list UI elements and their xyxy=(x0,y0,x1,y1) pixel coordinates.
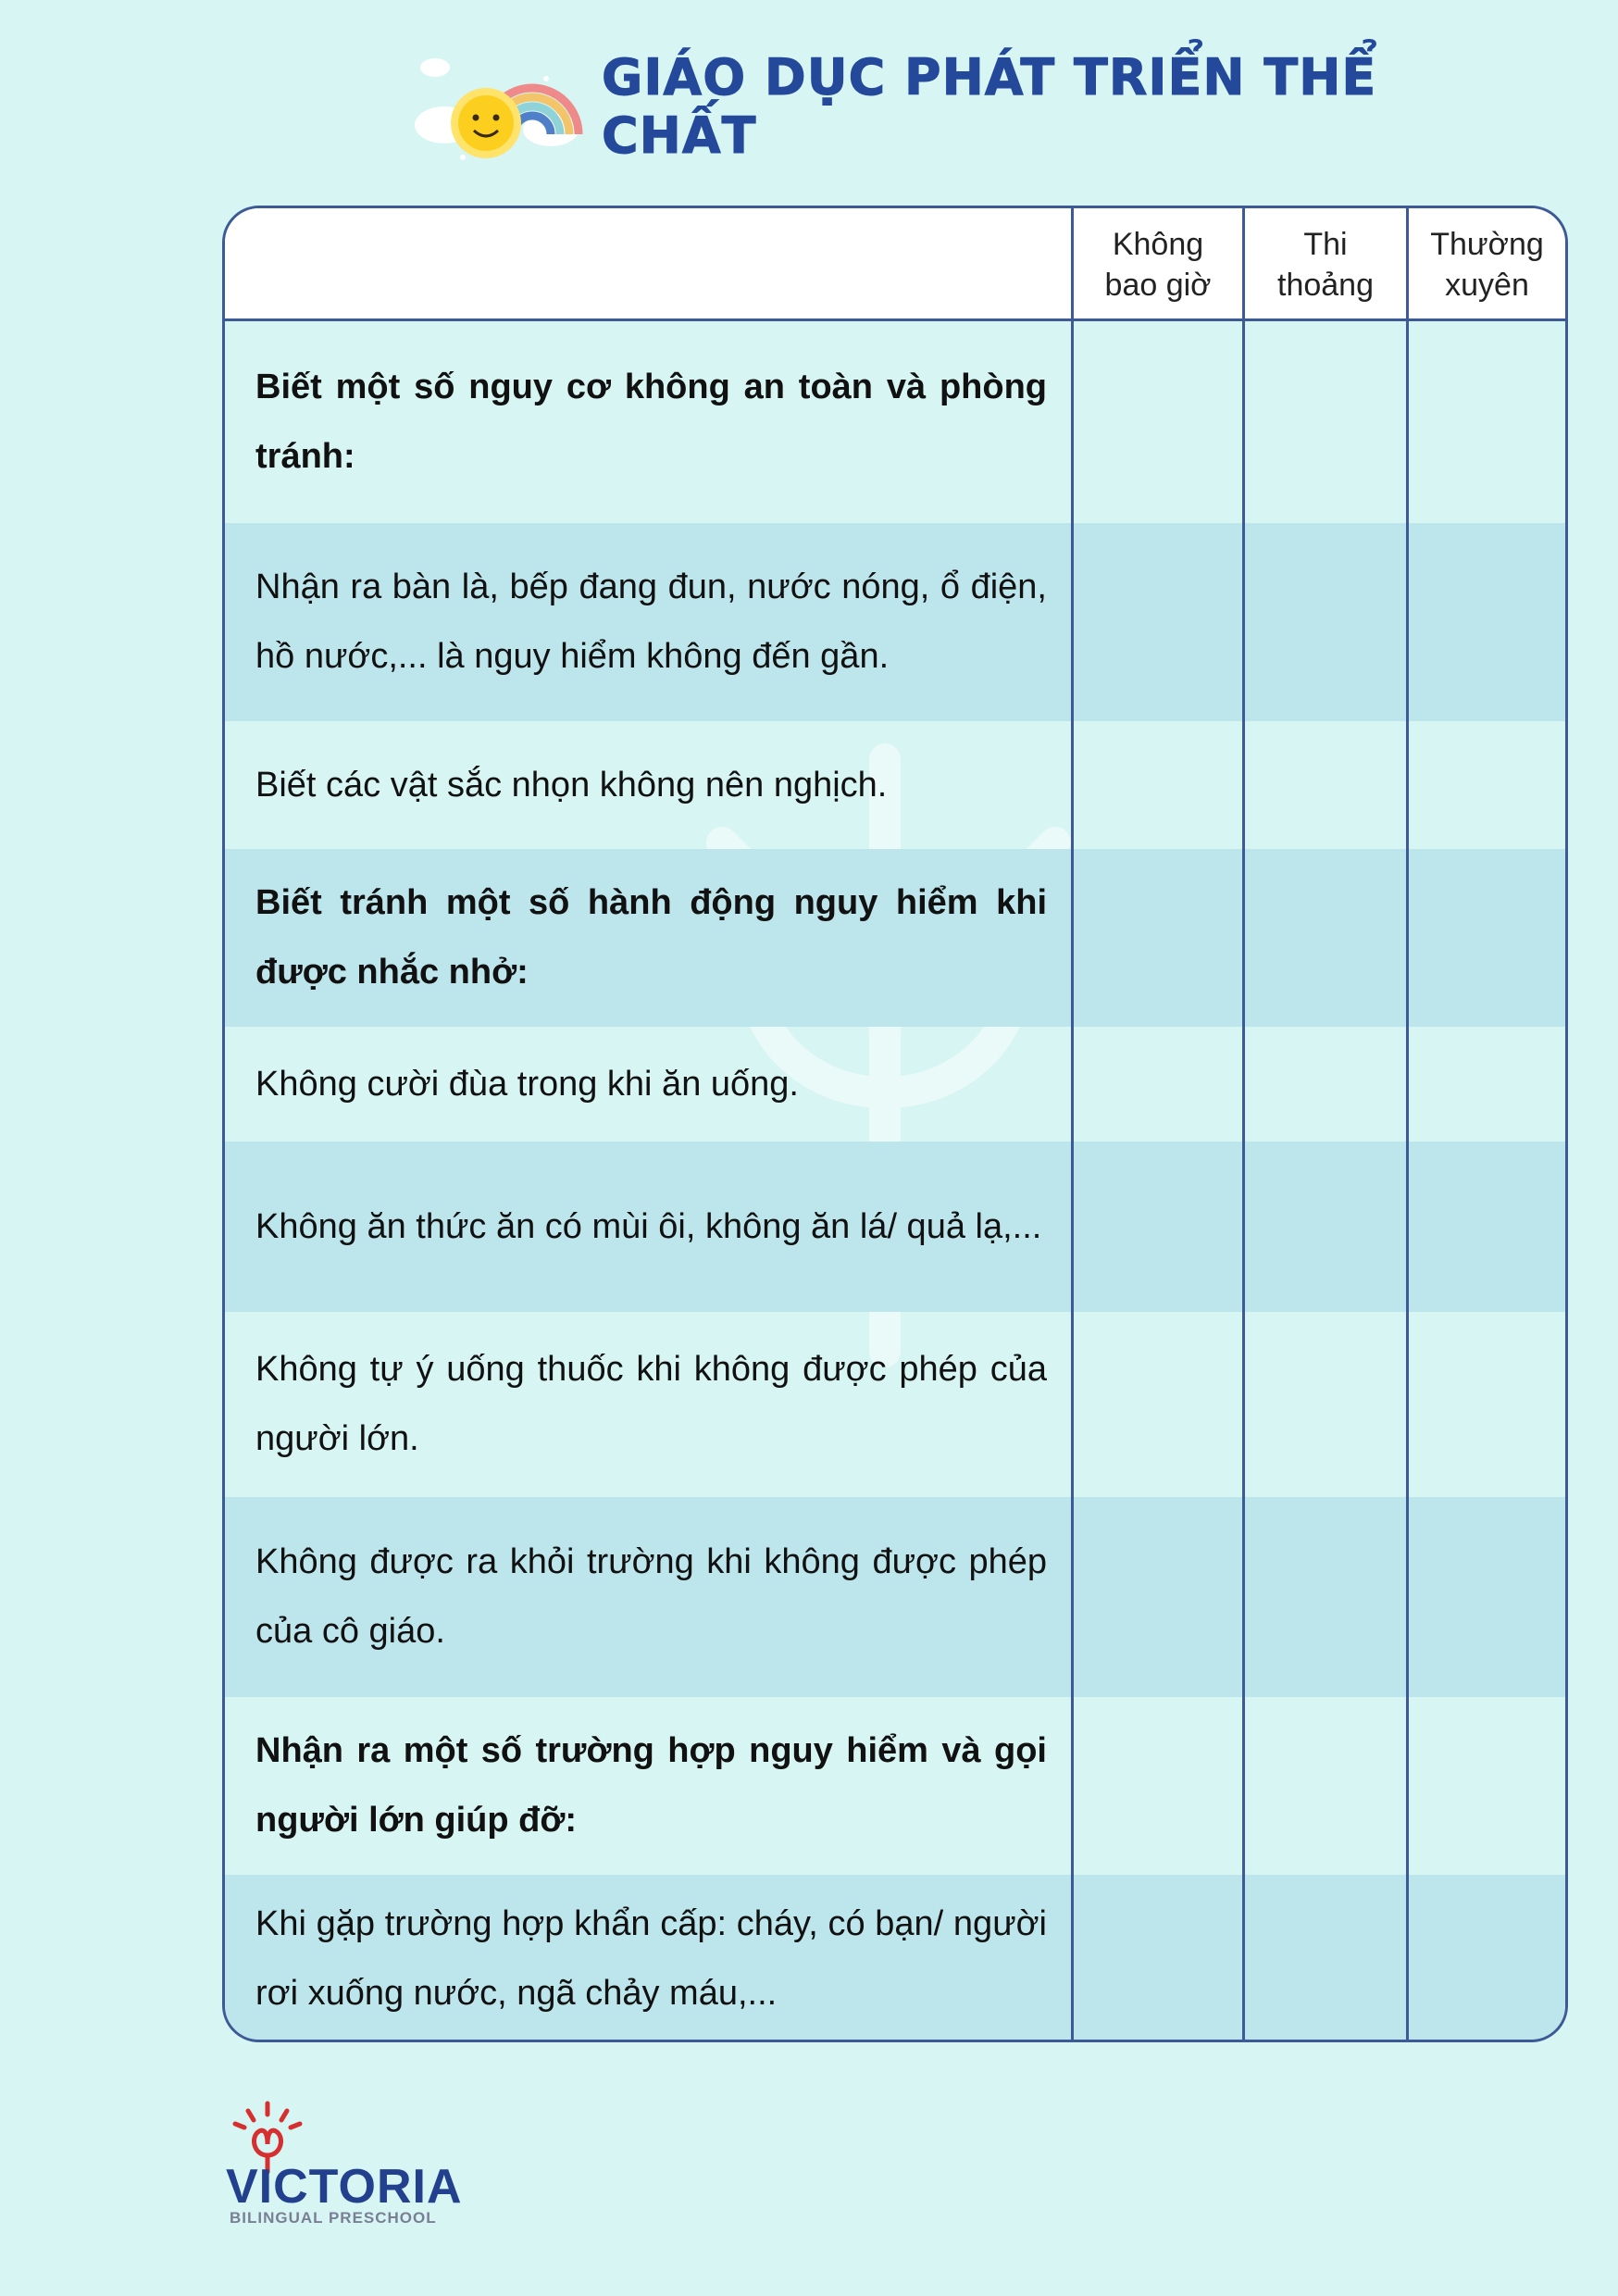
often-checkbox-cell[interactable] xyxy=(1409,849,1565,1027)
table-body xyxy=(225,321,1565,2042)
sometimes-checkbox-cell[interactable] xyxy=(1245,1312,1409,1497)
never-checkbox-cell[interactable] xyxy=(1074,321,1245,523)
criterion-cell xyxy=(225,1312,1074,1497)
sometimes-checkbox-cell[interactable] xyxy=(1245,321,1409,523)
criterion-text: Biết các vật sắc nhọn không nên nghịch. xyxy=(255,765,888,805)
often-checkbox-cell[interactable] xyxy=(1409,1875,1565,2042)
often-checkbox-cell[interactable] xyxy=(1409,1312,1565,1497)
table-row xyxy=(225,1697,1565,1875)
often-checkbox-cell[interactable] xyxy=(1409,1697,1565,1875)
sometimes-checkbox-cell[interactable] xyxy=(1245,1027,1409,1142)
never-checkbox-cell[interactable] xyxy=(1074,523,1245,721)
never-checkbox-cell[interactable] xyxy=(1074,849,1245,1027)
criterion-cell xyxy=(225,1027,1074,1142)
table-row xyxy=(225,1142,1565,1312)
sometimes-checkbox-cell[interactable] xyxy=(1245,849,1409,1027)
sometimes-checkbox-cell[interactable] xyxy=(1245,1875,1409,2042)
table-row xyxy=(225,1875,1565,2042)
section-heading-cell xyxy=(225,321,1074,523)
often-checkbox-cell[interactable] xyxy=(1409,1142,1565,1312)
section-heading-cell xyxy=(225,849,1074,1027)
never-checkbox-cell[interactable] xyxy=(1074,1027,1245,1142)
criterion-text: Không ăn thức ăn có mùi ôi, không ăn lá/ quả lạ,... xyxy=(255,1206,1042,1246)
often-checkbox-cell[interactable] xyxy=(1409,721,1565,849)
often-checkbox-cell[interactable] xyxy=(1409,523,1565,721)
column-header-never: Không bao giờ xyxy=(1074,208,1245,318)
column-header-sometimes: Thi thoảng xyxy=(1245,208,1409,318)
criterion-text: Không tự ý uống thuốc khi không được phép của người lớn. xyxy=(255,1350,1047,1458)
criterion-text: Không được ra khỏi trường khi không được phép của cô giáo. xyxy=(255,1542,1047,1651)
sun-rainbow-icon xyxy=(407,42,592,171)
criterion-cell xyxy=(225,1497,1074,1697)
table-row xyxy=(225,523,1565,721)
often-checkbox-cell[interactable] xyxy=(1409,321,1565,523)
never-checkbox-cell[interactable] xyxy=(1074,1142,1245,1312)
page-title: GIÁO DỤC PHÁT TRIỂN THỂ CHẤT xyxy=(602,48,1377,165)
logo-tagline: BILINGUAL PRESCHOOL xyxy=(230,2209,437,2227)
table-row xyxy=(225,321,1565,523)
often-checkbox-cell[interactable] xyxy=(1409,1497,1565,1697)
sometimes-checkbox-cell[interactable] xyxy=(1245,523,1409,721)
school-logo xyxy=(226,2100,467,2227)
table-row xyxy=(225,1312,1565,1497)
column-header-often: Thường xuyên xyxy=(1430,226,1544,303)
never-checkbox-cell[interactable] xyxy=(1074,1312,1245,1497)
assessment-table xyxy=(222,206,1568,2042)
never-checkbox-cell[interactable] xyxy=(1074,721,1245,849)
logo-name: VICTORIA xyxy=(226,2160,463,2214)
section-heading-cell xyxy=(225,1697,1074,1875)
never-checkbox-cell[interactable] xyxy=(1074,1875,1245,2042)
table-header xyxy=(225,208,1565,321)
criterion-cell xyxy=(225,721,1074,849)
sometimes-checkbox-cell[interactable] xyxy=(1245,1142,1409,1312)
table-row xyxy=(225,849,1565,1027)
often-checkbox-cell[interactable] xyxy=(1409,1027,1565,1142)
criterion-text: Nhận ra bàn là, bếp đang đun, nước nóng, ổ điện, hồ nước,... là nguy hiểm không đến gần. xyxy=(255,568,1047,676)
page-header xyxy=(407,37,1425,176)
table-row xyxy=(225,1027,1565,1142)
criterion-text: Khi gặp trường hợp khẩn cấp: cháy, có bạn/ người rơi xuống nước, ngã chảy máu,... xyxy=(255,1904,1047,2013)
header-blank-cell xyxy=(225,208,1074,318)
criterion-text: Nhận ra một số trường hợp nguy hiểm và gọi người lớn giúp đỡ: xyxy=(255,1731,1047,1840)
criterion-cell xyxy=(225,1142,1074,1312)
criterion-text: Biết tránh một số hành động nguy hiểm khi được nhắc nhở: xyxy=(255,883,1047,992)
criterion-text: Biết một số nguy cơ không an toàn và phòng tránh: xyxy=(255,368,1047,476)
sometimes-checkbox-cell[interactable] xyxy=(1245,721,1409,849)
never-checkbox-cell[interactable] xyxy=(1074,1697,1245,1875)
sometimes-checkbox-cell[interactable] xyxy=(1245,1497,1409,1697)
criterion-cell xyxy=(225,1875,1074,2042)
criterion-text: Không cười đùa trong khi ăn uống. xyxy=(255,1064,799,1104)
sometimes-checkbox-cell[interactable] xyxy=(1245,1697,1409,1875)
table-row xyxy=(225,721,1565,849)
table-row xyxy=(225,1497,1565,1697)
criterion-cell xyxy=(225,523,1074,721)
never-checkbox-cell[interactable] xyxy=(1074,1497,1245,1697)
